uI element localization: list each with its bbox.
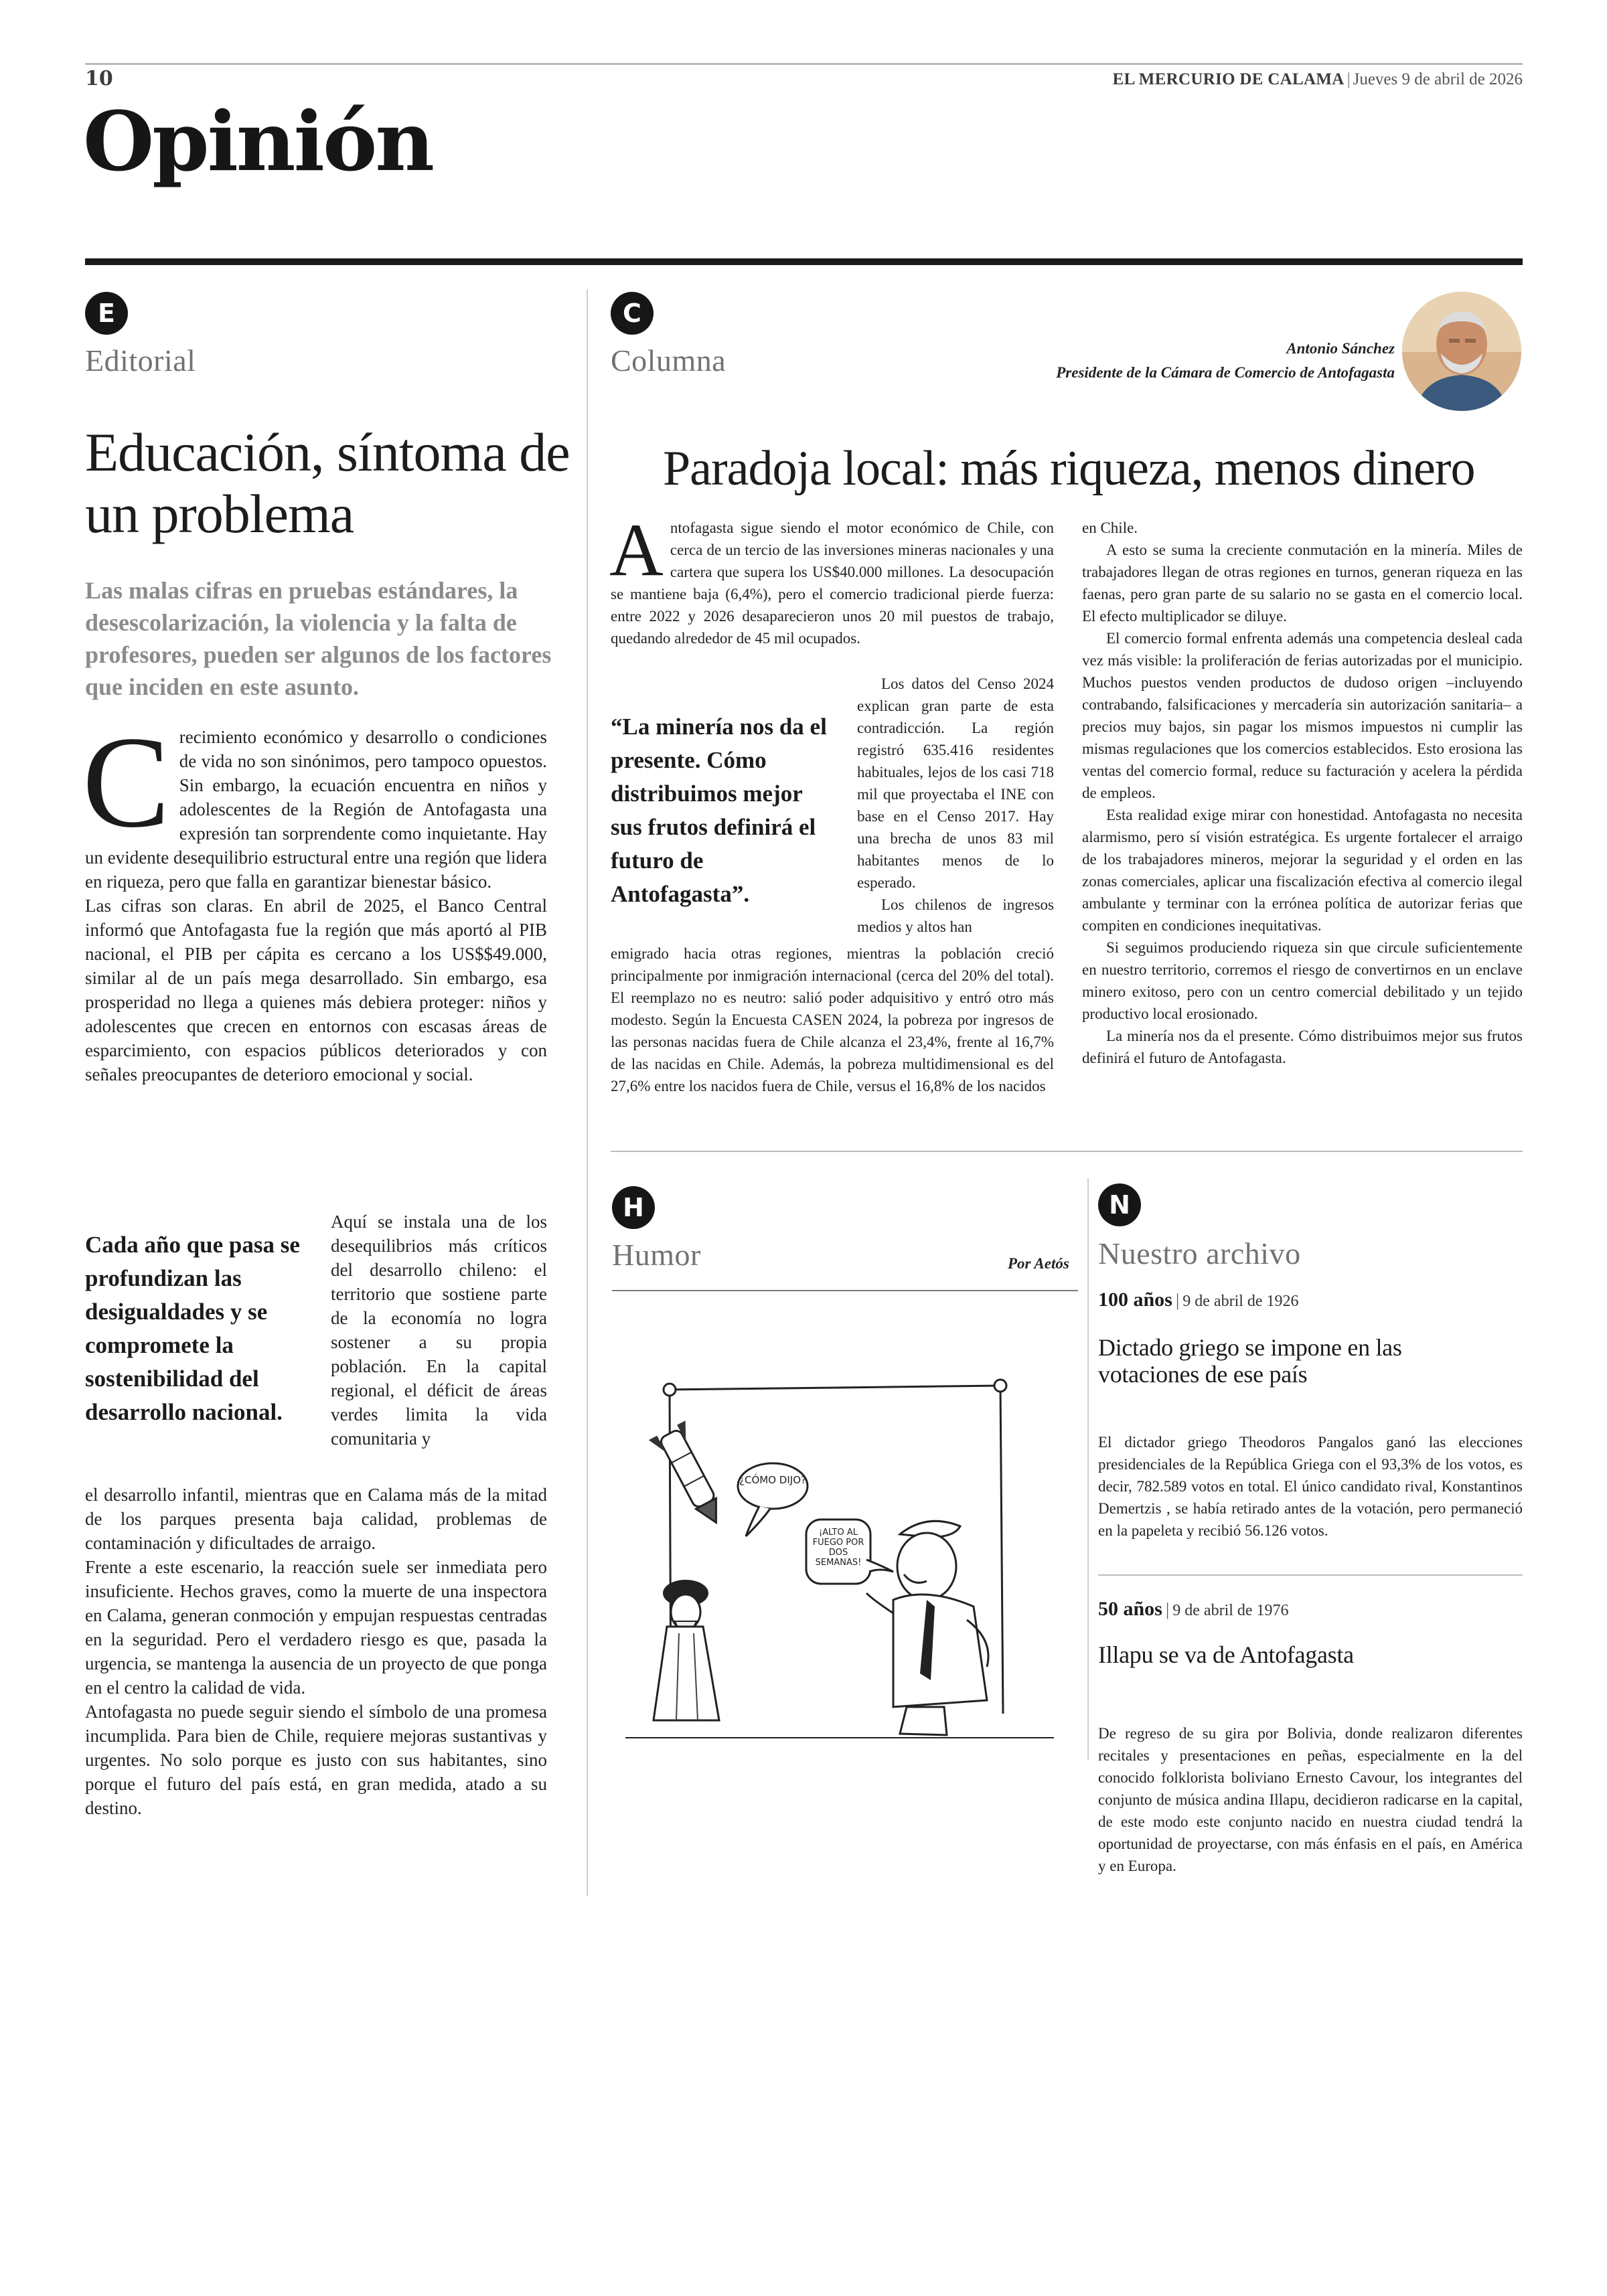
editorial-dropcap: C [82,710,170,855]
editorial-pullquote: Cada año que pasa se profundizan las desigualdades y se compromete la sostenibilidad del desarrollo nacional. [85,1232,300,1425]
editorial-paragraph: Frente a este escenario, la reacción suele ser inmediata pero insuficiente. Hechos graves, como la muerte de una inspectora en Calama, generan conmoción y empujan respuestas centradas en la seguridad. Pero el verdadero riesgo es que, pasada la urgencia, se mantenga la ausencia de un proyecto de que ponga en el centro la calidad de vida. [85,1557,547,1698]
column-body-right [1082,517,1523,1069]
editorial-paragraph: Aquí se instala una de los desequilibrios más críticos del desarrollo chileno: el territorio que sostiene parte de la economía no logra sostener a su propia población. En la capital regional, el déficit de áreas verdes limita la vida comunitaria y [331,1212,547,1449]
archive-item-dateline [1098,1598,1523,1621]
column-paragraph: ntofagasta sigue siendo el motor económico de Chile, con cerca de un tercio de las inversiones mineras nacionales y una cartera que supera los US$40.000 millones. La desocupación se mantiene baja (6,4%), pero el comercio tradicional pierde fuerza: entre 2022 y 2026 desaparecieron unos 20 mil puestos de trabajo, quedando alrededor de 45 mil ocupados. [611,519,1054,647]
masthead [1113,70,1523,89]
editorial-headline: Educación, síntoma de un problema [85,422,570,544]
column-paragraph: emigrado hacia otras regiones, mientras la población creció principalmente por inmigración internacional (cerca del 20% del total). El reemplazo no es neutro: salió poder adquisitivo y entró otro más modesto. Según la Encuesta CASEN 2024, la pobreza por ingresos de las personas nacidas fuera de Chile alcanza el 23,4%, frente al 16,7% de las nacidas en Chile. Además, la pobreza multidimensional es del 27,6% entre los nacidos fuera de Chile, versus el 16,8% de los nacidos [611,945,1054,1094]
column-divider-right [1087,1178,1089,1760]
editorial-paragraph: Las cifras son claras. En abril de 2025, el Banco Central informó que Antofagasta fue la región que más aportó al PIB nacional, el PIB per cápita es cercano a los US$$49.000, similar al de un país mega desarrollado. Sin embargo, esa prosperidad no llega a quienes más debiera proteger: niños y adolescentes que crecen en entornos con escasas áreas de esparcimiento, con espacios públicos deteriorados y con señales preocupantes de deterioro emocional y social. [85,896,547,1084]
section-divider [611,1151,1523,1152]
column-paragraph: Los chilenos de ingresos medios y altos han [857,896,1054,935]
humor-rule [612,1290,1078,1291]
cartoon-bubble-right: ¡ALTO AL FUEGO POR DOS SEMANAS! [812,1528,864,1568]
archive-separator: | [1175,1291,1180,1310]
archive-date: 9 de abril de 1976 [1172,1602,1289,1619]
archive-body: De regreso de su gira por Bolivia, donde realizaron diferentes recitales y presentaciones en peñas, especialmente en la del conocido folklorista boliviano Ernesto Cavour, los integrantes del conjunto de música andina Illapu, decidieron radicarse en la capital, de este modo este conjunto nacido en nuestra ciudad tendrá la oportunidad de proyectarse, con más énfasis en el país, en América y en Europa. [1098,1725,1523,1874]
column-body-top [609,509,1054,649]
section-title: Opinión [83,93,433,189]
page-number: 10 [85,67,113,90]
column-author-role: Presidente de la Cámara de Comercio de Antofagasta [1056,364,1395,381]
column-author-name: Antonio Sánchez [1286,340,1395,357]
archive-kicker: Nuestro archivo [1098,1236,1301,1270]
column-body-narrow [857,673,1054,938]
archive-years: 100 años [1098,1289,1172,1311]
cartoon-bubble-left: ¿CÓMO DIJO? [739,1474,806,1486]
column-paragraph: A esto se suma la creciente conmutación en la minería. Miles de trabajadores llegan de otras regiones en turnos, generan riqueza en las faenas, pero gran parte de su salario no se gasta en el comercio local. El efecto multiplicador se diluye. [1082,542,1523,625]
column-paragraph: Si seguimos produciendo riqueza sin que circule suficientemente en nuestro territorio, corremos el riesgo de convertirnos en un enclave minero exitoso, pero con un centro comercial debilitado y un tejido productivo local erosionado. [1082,939,1523,1022]
column-body-bottom [611,942,1054,1097]
issue-date: Jueves 9 de abril de 2026 [1353,70,1523,88]
editorial-badge: E [85,292,128,335]
top-rule [85,63,1523,65]
humor-badge: H [612,1186,655,1229]
masthead-separator: | [1347,70,1351,88]
archive-headline: Illapu se va de Antofagasta [1098,1641,1354,1668]
column-paragraph: en Chile. [1082,519,1138,536]
editorial-body-bottom [85,1483,547,1820]
editorial-cartoon [612,1359,1074,1767]
column-divider-left [587,289,588,1896]
editorial-paragraph: el desarrollo infantil, mientras que en Calama más de la mitad de los parques presenta baja calidad, problemas de contaminación y dificultades de arraigo. [85,1485,547,1553]
archive-body: El dictador griego Theodoros Pangalos ganó las elecciones presidenciales de la República Griega con el 93,3% de los votos, es decir, 782.589 votos en total. El único candidato rival, Konstantinos Demertzis , se había retirado antes de la votación, pero permaneció en la papeleta y recibió 56.126 votos. [1098,1434,1523,1539]
column-paragraph: La minería nos da el presente. Cómo distribuimos mejor sus frutos definirá el futuro de Antofagasta. [1082,1028,1523,1066]
column-paragraph: El comercio formal enfrenta además una competencia desleal cada vez más visible: la proliferación de ferias autorizadas por el municipio. Muchos puestos venden productos de dudoso origen –incluyendo contrabando, falsificaciones y mercadería sin autorización sanitaria– a precios muy bajos, sin pagar los mismos impuestos ni cumplir las mismas regulaciones que los comercios establecidos. Esto erosiona las ventas del comercio formal, reduce su facturación y acelera la pérdida de empleos. [1082,630,1523,801]
archive-item-dateline [1098,1289,1523,1311]
editorial-paragraph: Antofagasta no puede seguir siendo el símbolo de una promesa incumplida. Para bien de Chile, requiere mejoras sustantivas y urgentes. No solo porque es justo con sus habitantes, sino porque el futuro del país está, en gran medida, atado a su destino. [85,1702,547,1818]
column-badge: C [611,292,654,335]
archive-divider [1098,1574,1523,1576]
editorial-paragraph: recimiento económico y desarrollo o condiciones de vida no son sinónimos, pero tampoco opuestos. Sin embargo, la ecuación encuentra en niños y adolescentes de la Región de Antofagasta una expresión tan sorprendente como inquietante. Hay un evidente desequilibrio estructural entre una región que lidera en riqueza, pero que falla en garantizar bienestar básico. [85,727,547,892]
archive-date: 9 de abril de 1926 [1182,1293,1299,1310]
column-headline: Paradoja local: más riqueza, menos dinero [663,441,1475,496]
column-pullquote: “La minería nos da el presente. Cómo distribuimos mejor sus frutos definirá el futuro de Antofagasta”. [611,714,827,907]
column-paragraph: Esta realidad exige mirar con honestidad. Antofagasta no necesita alarmismo, pero sí visión estratégica. Es urgente fortalecer el arraigo de los trabajadores mineros, mejorar la seguridad y el orden en las zonas comerciales, aplicar una fiscalización efectiva al comercio ilegal ambulante y terminar con la errónea política de autorizar ferias que compiten en condiciones inequitativas. [1082,807,1523,934]
column-paragraph: Los datos del Censo 2024 explican gran parte de esta contradicción. La región registró 635.416 residentes habituales, lejos de los casi 718 mil que proyectaba el INE con base en el Censo 2017. Hay una brecha de unos 83 mil habitantes menos de lo esperado. [857,675,1054,891]
section-rule [85,258,1523,265]
archive-years: 50 años [1098,1598,1162,1620]
archive-separator: | [1165,1600,1170,1619]
editorial-body-top [82,710,547,1086]
column-dropcap: A [609,509,664,592]
humor-author: Por Aetós [1008,1255,1069,1272]
humor-kicker: Humor [612,1238,701,1272]
editorial-body-narrow [331,1210,547,1451]
editorial-kicker: Editorial [85,343,196,378]
newspaper-name: EL MERCURIO DE CALAMA [1112,70,1345,88]
archive-headline: Dictado griego se impone en las votaciones de ese país [1098,1334,1402,1388]
column-kicker: Columna [611,343,726,378]
archive-badge: N [1098,1183,1141,1226]
editorial-deck: Las malas cifras en pruebas estándares, la desescolarización, la violencia y la falta de profesores, pueden ser algunos de los factores que inciden en este asunto. [85,577,552,700]
author-photo [1402,292,1521,411]
